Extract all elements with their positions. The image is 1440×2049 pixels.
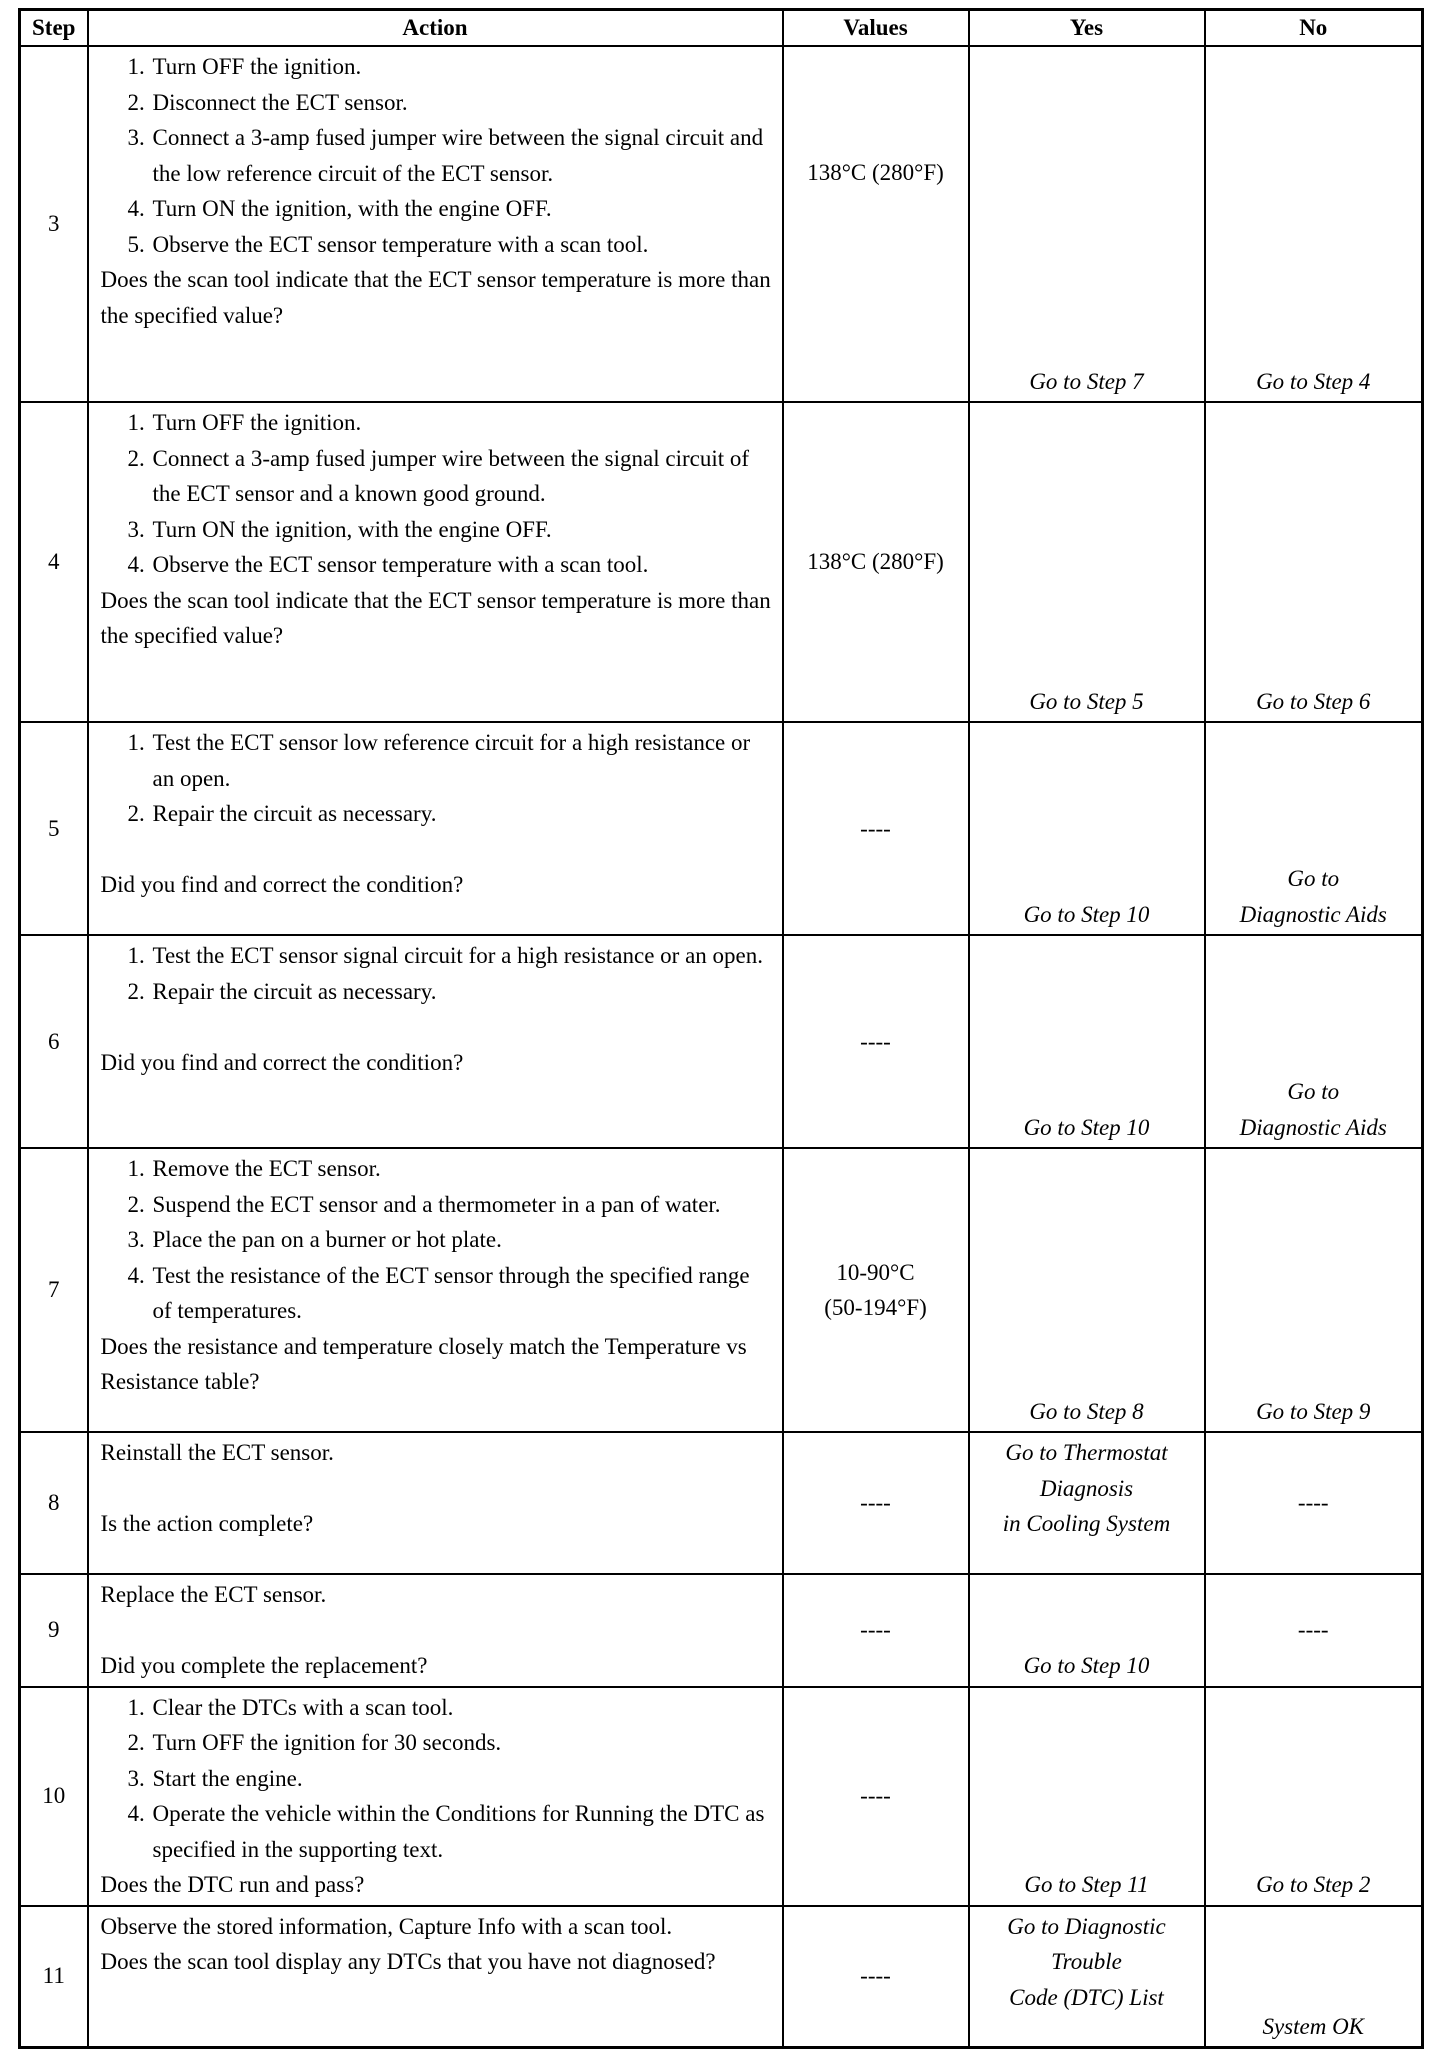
- action-question: Did you complete the replacement?: [100, 1653, 428, 1678]
- values-line: (50-194°F): [824, 1295, 927, 1320]
- action-question: Does the resistance and temperature closely match the Temperature vs Resistance table?: [100, 1333, 747, 1394]
- header-action: Action: [88, 10, 783, 47]
- no-result-line: Diagnostic Aids: [1239, 901, 1387, 927]
- action-question: Is the action complete?: [100, 1511, 314, 1536]
- yes-result-line: Go to Thermostat: [1005, 1440, 1168, 1465]
- yes-result-line: Diagnosis: [1039, 1475, 1134, 1501]
- list-item: 1. Turn OFF the ignition.: [151, 49, 774, 85]
- list-item: 2. Repair the circuit as necessary.: [151, 796, 774, 832]
- yes-result-line: Trouble: [1051, 1949, 1122, 1974]
- action-cell: [88, 402, 783, 722]
- values-cell: [783, 1148, 969, 1432]
- values-cell: ----: [783, 935, 969, 1148]
- no-result-line: Diagnostic Aids: [1239, 1114, 1387, 1140]
- step-number: 10: [20, 1687, 88, 1906]
- action-question: Does the scan tool indicate that the ECT sensor temperature is more than the specified value?: [100, 587, 771, 648]
- list-item: 1. Remove the ECT sensor.: [151, 1151, 774, 1187]
- action-list: [101, 405, 774, 583]
- yes-result: Go to Step 10: [969, 935, 1205, 1148]
- action-list: [101, 1151, 774, 1329]
- header-values: Values: [783, 10, 969, 47]
- header-row: [20, 10, 1423, 47]
- no-result: ----: [1205, 1574, 1423, 1687]
- action-question: Does the scan tool display any DTCs that you have not diagnosed?: [100, 1949, 716, 1974]
- list-item: 2. Repair the circuit as necessary.: [151, 974, 774, 1010]
- no-result: System OK: [1205, 1906, 1423, 2048]
- yes-result: [969, 1432, 1205, 1574]
- yes-result-line: in Cooling System: [1002, 1511, 1171, 1536]
- yes-result: Go to Step 8: [969, 1148, 1205, 1432]
- list-item: 1. Test the ECT sensor low reference circuit for a high resistance or an open.: [151, 725, 774, 796]
- list-item: 1. Test the ECT sensor signal circuit for a high resistance or an open.: [151, 938, 774, 974]
- no-result: Go to Step 4: [1205, 46, 1423, 402]
- list-item: 3. Turn ON the ignition, with the engine OFF.: [151, 512, 774, 548]
- no-result: Go to Step 9: [1205, 1148, 1423, 1432]
- yes-result-line: Code (DTC) List: [1009, 1984, 1164, 2010]
- header-no: No: [1205, 10, 1423, 47]
- table-row: [20, 1148, 1423, 1432]
- list-item: 4. Turn ON the ignition, with the engine OFF.: [151, 191, 774, 227]
- action-cell: [88, 1906, 783, 2048]
- values-cell: ----: [783, 1574, 969, 1687]
- no-result-line: Go to: [1287, 1079, 1340, 1104]
- values-cell: 138°C (280°F): [783, 402, 969, 722]
- action-list: [101, 49, 774, 262]
- step-number: 7: [20, 1148, 88, 1432]
- action-cell: [88, 1574, 783, 1687]
- action-question: Did you find and correct the condition?: [100, 1049, 464, 1075]
- list-item: 1. Turn OFF the ignition.: [151, 405, 774, 441]
- list-item: 2. Turn OFF the ignition for 30 seconds.: [151, 1725, 774, 1761]
- action-question: Does the DTC run and pass?: [100, 1872, 365, 1897]
- action-list: [101, 1690, 774, 1868]
- step-number: 5: [20, 722, 88, 935]
- yes-result: Go to Step 11: [969, 1687, 1205, 1906]
- step-number: 6: [20, 935, 88, 1148]
- yes-result: Go to Step 10: [969, 722, 1205, 935]
- table-row: [20, 1906, 1423, 2048]
- header-yes: Yes: [969, 10, 1205, 47]
- list-item: 3. Place the pan on a burner or hot plate.: [151, 1222, 774, 1258]
- action-text: Reinstall the ECT sensor.: [100, 1440, 334, 1465]
- action-question: Did you find and correct the condition?: [100, 872, 464, 897]
- list-item: 2. Suspend the ECT sensor and a thermometer in a pan of water.: [151, 1187, 774, 1223]
- spacer: [101, 1471, 774, 1507]
- no-result: [1205, 935, 1423, 1148]
- list-item: 1. Clear the DTCs with a scan tool.: [151, 1690, 774, 1726]
- action-text: Observe the stored information, Capture Info with a scan tool.: [100, 1913, 673, 1939]
- table-row: [20, 402, 1423, 722]
- no-result: ----: [1205, 1432, 1423, 1574]
- spacer: [101, 832, 774, 868]
- values-cell: ----: [783, 1906, 969, 2048]
- values-cell: ----: [783, 1687, 969, 1906]
- step-number: 11: [20, 1906, 88, 2048]
- yes-result: Go to Step 10: [969, 1574, 1205, 1687]
- list-item: 3. Connect a 3-amp fused jumper wire between the signal circuit and the low reference circuit of the ECT sensor.: [151, 120, 774, 191]
- table-row: [20, 1574, 1423, 1687]
- values-cell: 138°C (280°F): [783, 46, 969, 402]
- spacer: [101, 1613, 774, 1649]
- no-result: Go to Step 2: [1205, 1687, 1423, 1906]
- yes-result: Go to Step 5: [969, 402, 1205, 722]
- action-question: Does the scan tool indicate that the ECT sensor temperature is more than the specified value?: [100, 267, 771, 328]
- action-cell: [88, 1148, 783, 1432]
- action-cell: [88, 935, 783, 1148]
- list-item: 4. Observe the ECT sensor temperature with a scan tool.: [151, 547, 774, 583]
- list-item: 4. Operate the vehicle within the Conditions for Running the DTC as specified in the supporting text.: [151, 1796, 774, 1867]
- step-number: 3: [20, 46, 88, 402]
- no-result-line: Go to: [1287, 866, 1340, 891]
- action-text: Replace the ECT sensor.: [100, 1582, 327, 1607]
- action-list: [101, 725, 774, 832]
- table-row: [20, 1687, 1423, 1906]
- spacer: [101, 1009, 774, 1045]
- list-item: 3. Start the engine.: [151, 1761, 774, 1797]
- values-line: 10-90°C: [836, 1259, 915, 1285]
- table-row: [20, 722, 1423, 935]
- table-row: [20, 935, 1423, 1148]
- step-number: 9: [20, 1574, 88, 1687]
- action-list: [101, 938, 774, 1009]
- step-number: 8: [20, 1432, 88, 1574]
- yes-result: [969, 1906, 1205, 2048]
- no-result: [1205, 722, 1423, 935]
- yes-result: Go to Step 7: [969, 46, 1205, 402]
- values-cell: ----: [783, 1432, 969, 1574]
- action-cell: [88, 722, 783, 935]
- values-cell: ----: [783, 722, 969, 935]
- yes-result-line: Go to Diagnostic: [1007, 1913, 1166, 1939]
- diagnostic-table: [18, 8, 1424, 2049]
- list-item: 4. Test the resistance of the ECT sensor through the specified range of temperatures.: [151, 1258, 774, 1329]
- action-cell: [88, 46, 783, 402]
- action-cell: [88, 1432, 783, 1574]
- table-row: [20, 1432, 1423, 1574]
- no-result: Go to Step 6: [1205, 402, 1423, 722]
- list-item: 2. Disconnect the ECT sensor.: [151, 85, 774, 121]
- action-cell: [88, 1687, 783, 1906]
- list-item: 2. Connect a 3-amp fused jumper wire between the signal circuit of the ECT sensor and a known good ground.: [151, 441, 774, 512]
- header-step: Step: [20, 10, 88, 47]
- step-number: 4: [20, 402, 88, 722]
- table-row: [20, 46, 1423, 402]
- list-item: 5. Observe the ECT sensor temperature with a scan tool.: [151, 227, 774, 263]
